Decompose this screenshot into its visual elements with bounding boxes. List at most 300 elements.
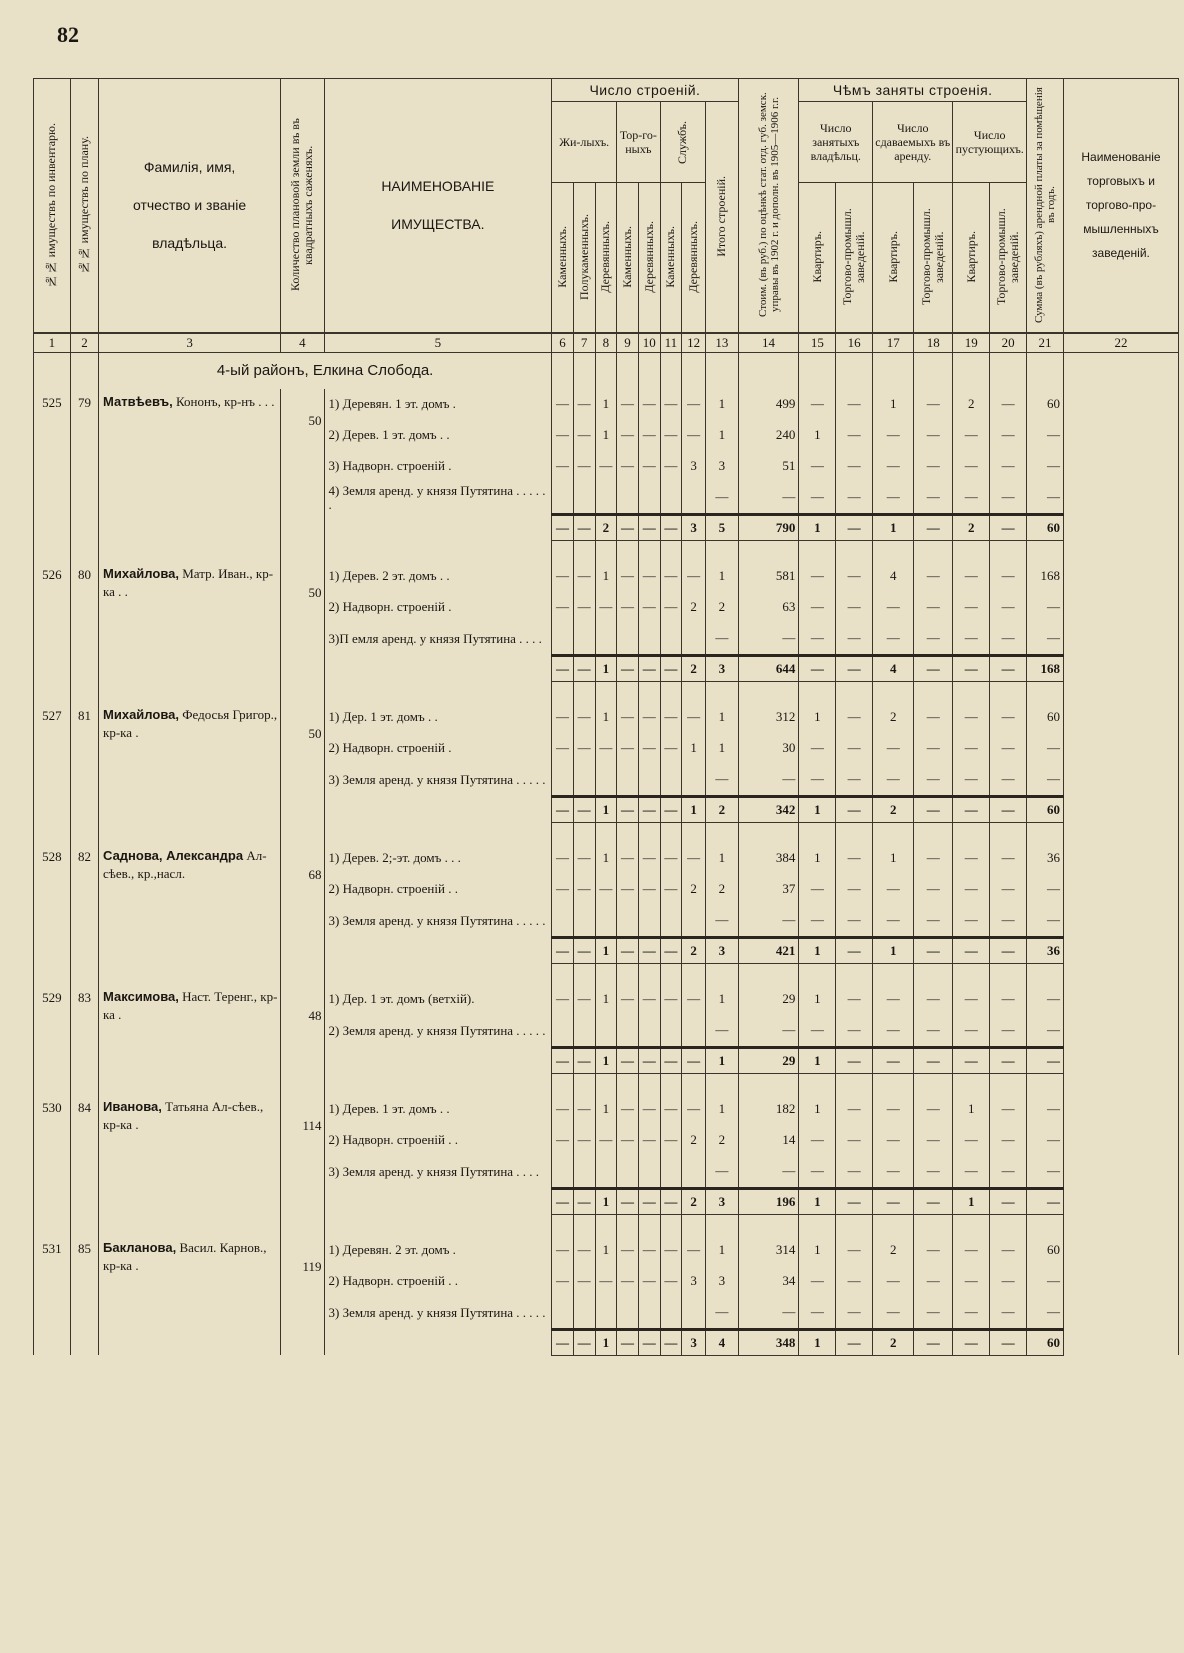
cell-value: 384 [738,843,799,874]
total-value: — [836,655,873,681]
cell-value: 1 [595,984,617,1015]
cell-value: — [990,905,1027,938]
cell-value: — [552,389,574,420]
cell-value: 1 [595,702,617,733]
property-description: 1) Дер. 1 эт. домъ (ветхій). [324,984,552,1015]
total-row [34,1188,1179,1214]
total-value: — [953,937,990,963]
total-value: — [617,796,639,822]
cell-value: 2 [953,389,990,420]
cell-value: — [990,1266,1027,1297]
cell-value: — [638,561,660,592]
establishment-cell [1063,1015,1178,1048]
cell-value: — [914,702,953,733]
cell-value [595,623,617,656]
cell-value: — [914,843,953,874]
total-value: 1 [799,937,836,963]
property-description: 1) Дерев. 2 эт. домъ . . [324,561,552,592]
owner-details: Татьяна Ал-сѣев., кр-ка . [103,1098,264,1132]
cell-value: — [836,623,873,656]
header-empty: Число пустующихъ. [953,102,1027,183]
cell-value: — [617,1125,639,1156]
total-row [34,796,1179,822]
cell-value [595,905,617,938]
cell-value: — [595,1266,617,1297]
cell-value: 1 [873,843,914,874]
cell-value: 2 [682,592,706,623]
total-value: — [1027,1188,1064,1214]
plan-number: 80 [70,561,98,656]
total-value: — [617,1188,639,1214]
cell-value [573,764,595,797]
total-value: — [953,796,990,822]
page-number: 82 [57,22,79,47]
property-description: 3) Земля аренд. у князя Путятина . . . . . [324,1297,552,1330]
cell-value: — [552,592,574,623]
cell-value [660,764,682,797]
cell-value [682,764,706,797]
cell-value: — [873,420,914,451]
cell-value: — [799,561,836,592]
cell-value: — [914,482,953,515]
cell-value: 1 [706,420,739,451]
cell-value: 3 [682,1266,706,1297]
owner-name [99,984,281,1048]
establishment-cell [1063,623,1178,656]
cell-value: — [682,843,706,874]
district-title: 4-ый районъ, Елкина Слобода. [99,352,552,389]
total-value: — [638,796,660,822]
inventory-number: 529 [34,984,71,1048]
header-service: Службъ. [660,102,706,183]
land-area: 114 [281,1094,324,1189]
cell-value: — [660,1235,682,1266]
establishment-cell [1063,1235,1178,1266]
cell-value: — [573,561,595,592]
cell-value: — [1027,764,1064,797]
cell-value: — [873,1266,914,1297]
total-value: 2 [682,655,706,681]
cell-value: — [953,1235,990,1266]
plan-number: 82 [70,843,98,938]
header-total-buildings: Итого строеній. [706,102,739,333]
cell-value: — [1027,592,1064,623]
total-value: 1 [799,514,836,540]
cell-value: 1 [953,1094,990,1125]
cell-value: — [953,843,990,874]
cell-value: — [573,843,595,874]
cell-value: — [873,1156,914,1189]
cell-value [617,764,639,797]
property-description: 1) Дер. 1 эт. домъ . . [324,702,552,733]
cell-value: — [836,1235,873,1266]
cell-value: — [552,733,574,764]
total-value: — [660,1329,682,1355]
owner-surname: Бакланова, [103,1239,177,1255]
cell-value: — [836,1297,873,1330]
total-value: — [914,937,953,963]
cell-value: 182 [738,1094,799,1125]
table-row [34,843,1179,874]
cell-value [595,1297,617,1330]
total-value: — [638,1047,660,1073]
cell-value: — [1027,905,1064,938]
cell-value: — [682,420,706,451]
total-row [34,1329,1179,1355]
establishment-cell [1063,764,1178,797]
cell-value: — [638,1094,660,1125]
cell-value: — [953,1015,990,1048]
cell-value: — [660,592,682,623]
cell-value: — [552,1235,574,1266]
total-value: 1 [799,1188,836,1214]
cell-value: 60 [1027,1235,1064,1266]
header-service-wood: Деревянныхъ. [682,183,706,333]
cell-value: — [682,702,706,733]
cell-value: 2 [706,874,739,905]
header-plan-number: №№ имуществъ по плану. [70,79,98,333]
cell-value: — [573,984,595,1015]
inventory-number: 526 [34,561,71,656]
cell-value: — [617,843,639,874]
total-value: — [552,514,574,540]
cell-value: 499 [738,389,799,420]
cell-value [595,764,617,797]
cell-value: — [914,1094,953,1125]
cell-value: — [990,874,1027,905]
total-value: 1 [873,937,914,963]
owner-surname: Матвѣевъ, [103,393,173,409]
cell-value: — [617,389,639,420]
inventory-number: 527 [34,702,71,797]
total-value: 2 [682,937,706,963]
cell-value: — [738,1015,799,1048]
cell-value: — [660,1125,682,1156]
cell-value: — [682,984,706,1015]
total-value: 1 [595,1329,617,1355]
total-value: 2 [706,796,739,822]
column-number: 17 [873,333,914,353]
cell-value: — [682,561,706,592]
cell-value: — [836,702,873,733]
property-description: 1) Деревян. 2 эт. домъ . [324,1235,552,1266]
plan-number: 85 [70,1235,98,1330]
cell-value [660,1156,682,1189]
total-value: — [873,1047,914,1073]
cell-value: — [836,592,873,623]
cell-value: — [1027,1266,1064,1297]
cell-value: — [617,733,639,764]
header-empty-tradeind: Торгово-промышл. заведеній. [990,183,1027,333]
cell-value: — [573,874,595,905]
cell-value [573,1015,595,1048]
cell-value: 60 [1027,702,1064,733]
total-value: — [990,796,1027,822]
cell-value: — [706,482,739,515]
cell-value: — [617,874,639,905]
cell-value: — [873,451,914,482]
column-number: 11 [660,333,682,353]
cell-value [638,905,660,938]
cell-value [682,1015,706,1048]
cell-value: 3 [682,451,706,482]
total-value: — [617,1329,639,1355]
cell-value: — [990,843,1027,874]
total-value: 60 [1027,1329,1064,1355]
total-value: 421 [738,937,799,963]
cell-value: — [1027,451,1064,482]
cell-value: 314 [738,1235,799,1266]
cell-value: 2 [873,702,914,733]
owner-details: Васил. Карнов., кр-ка . [103,1239,267,1273]
total-value: — [914,796,953,822]
cell-value: — [573,451,595,482]
cell-value [552,1015,574,1048]
property-description: 2) Дерев. 1 эт. домъ . . [324,420,552,451]
cell-value: — [914,1015,953,1048]
cell-value: 60 [1027,389,1064,420]
header-land-area: Количество плановой земли въ въ квадратныхъ саженяхъ. [281,79,324,333]
column-number: 22 [1063,333,1178,353]
cell-value: 1 [595,389,617,420]
total-value: — [836,1188,873,1214]
cell-value: — [660,733,682,764]
cell-value: 1 [595,1094,617,1125]
column-number: 8 [595,333,617,353]
cell-value: — [638,843,660,874]
column-number: 18 [914,333,953,353]
cell-value: 30 [738,733,799,764]
cell-value: — [638,984,660,1015]
header-empty-apartments: Квартиръ. [953,183,990,333]
total-value: — [953,1329,990,1355]
total-value: — [617,655,639,681]
total-value: 1 [873,514,914,540]
cell-value: — [552,1094,574,1125]
total-value: 348 [738,1329,799,1355]
land-area: 68 [281,843,324,938]
header-trade-stone: Каменныхъ. [617,183,639,333]
establishment-cell [1063,843,1178,874]
cell-value: — [573,420,595,451]
cell-value: — [738,623,799,656]
cell-value: — [914,561,953,592]
total-value: — [836,796,873,822]
cell-value: — [990,592,1027,623]
cell-value: — [873,623,914,656]
total-value: 36 [1027,937,1064,963]
cell-value: — [873,592,914,623]
total-value: 2 [953,514,990,540]
cell-value [682,905,706,938]
cell-value: — [836,420,873,451]
cell-value: — [552,984,574,1015]
cell-value [617,1297,639,1330]
property-description: 3) Земля аренд. у князя Путятина . . . . [324,1156,552,1189]
cell-value: — [836,1094,873,1125]
total-value: 3 [706,655,739,681]
total-value: 1 [595,1047,617,1073]
owner-name [99,1094,281,1189]
cell-value [660,905,682,938]
header-wood: Деревянныхъ. [595,183,617,333]
ledger-table [33,78,1179,1356]
cell-value: — [617,702,639,733]
inventory-number: 528 [34,843,71,938]
cell-value: — [1027,874,1064,905]
header-halfstone: Полукаменныхъ. [573,183,595,333]
cell-value: — [799,1266,836,1297]
total-value: — [660,514,682,540]
cell-value: — [573,1266,595,1297]
cell-value: 1 [706,1094,739,1125]
cell-value: — [552,843,574,874]
cell-value: — [873,482,914,515]
cell-value: — [836,561,873,592]
total-value: — [836,514,873,540]
cell-value: 1 [706,702,739,733]
cell-value: — [953,561,990,592]
cell-value: — [595,733,617,764]
property-description: 2) Земля аренд. у князя Путятина . . . . . [324,1015,552,1048]
cell-value [660,1015,682,1048]
cell-value: — [836,1125,873,1156]
cell-value: — [706,905,739,938]
table-row [34,1094,1179,1125]
cell-value [660,623,682,656]
cell-value: — [953,905,990,938]
property-description: 3) Надворн. строеній . [324,451,552,482]
cell-value [552,1297,574,1330]
cell-value: 1 [706,733,739,764]
total-value: — [660,1188,682,1214]
cell-value: — [706,764,739,797]
total-value: — [914,1188,953,1214]
inventory-number: 530 [34,1094,71,1189]
cell-value: — [914,733,953,764]
total-value: — [660,937,682,963]
cell-value: 1 [799,984,836,1015]
cell-value [552,905,574,938]
establishment-cell [1063,451,1178,482]
column-number: 21 [1027,333,1064,353]
total-value: — [552,796,574,822]
total-value: — [573,937,595,963]
column-number: 16 [836,333,873,353]
total-value: 196 [738,1188,799,1214]
cell-value: — [573,389,595,420]
establishment-cell [1063,702,1178,733]
cell-value: 34 [738,1266,799,1297]
header-owner-tradeind: Торгово-промышл. заведеній. [836,183,873,333]
cell-value: — [638,733,660,764]
property-description: 2) Надворн. строеній . [324,733,552,764]
total-value: — [836,1329,873,1355]
cell-value: 1 [595,843,617,874]
total-value: — [552,1047,574,1073]
column-number: 7 [573,333,595,353]
total-value: 1 [595,796,617,822]
cell-value: — [595,1125,617,1156]
cell-value: — [552,1125,574,1156]
cell-value: — [1027,1297,1064,1330]
cell-value [617,1015,639,1048]
establishment-cell [1063,389,1178,420]
owner-details: Ал-сѣев., кр.,насл. [103,847,267,881]
header-stone: Каменныхъ. [552,183,574,333]
total-value: — [914,1047,953,1073]
cell-value: — [1027,482,1064,515]
cell-value [552,1156,574,1189]
cell-value: — [799,1125,836,1156]
total-value: — [660,1047,682,1073]
cell-value: 3 [706,451,739,482]
owner-name [99,389,281,515]
cell-value: — [914,764,953,797]
cell-value: — [738,1297,799,1330]
cell-value [617,482,639,515]
column-number: 3 [99,333,281,353]
total-value: — [660,655,682,681]
cell-value: 1 [706,389,739,420]
cell-value: — [873,984,914,1015]
cell-value: — [617,592,639,623]
cell-value: 1 [799,1094,836,1125]
total-value: — [953,1047,990,1073]
cell-value: — [682,1094,706,1125]
column-numbers-row [34,333,1179,353]
cell-value: — [799,482,836,515]
establishment-cell [1063,984,1178,1015]
cell-value: — [799,764,836,797]
cell-value: — [836,733,873,764]
total-value: — [953,655,990,681]
total-value: — [990,655,1027,681]
cell-value: — [873,905,914,938]
cell-value: — [1027,1015,1064,1048]
cell-value: — [914,451,953,482]
cell-value: — [682,389,706,420]
header-property-name: НАИМЕНОВАНІЕ ИМУЩЕСТВА. [324,79,552,333]
cell-value: — [799,389,836,420]
cell-value: — [953,984,990,1015]
cell-value: — [873,1015,914,1048]
property-description: 2) Надворн. строеній . . [324,1266,552,1297]
header-rent-sum: Сумма (въ рубляхъ) арендной платы за помѣщенія въ годъ. [1027,79,1064,333]
header-rent-tradeind: Торгово-промышл. заведеній. [914,183,953,333]
cell-value: — [953,1297,990,1330]
cell-value [660,482,682,515]
cell-value [595,1015,617,1048]
cell-value: — [573,592,595,623]
cell-value: 168 [1027,561,1064,592]
cell-value: — [1027,1156,1064,1189]
cell-value: — [799,874,836,905]
cell-value: — [638,420,660,451]
cell-value: — [738,1156,799,1189]
total-row [34,655,1179,681]
establishment-cell [1063,1156,1178,1189]
cell-value: — [836,843,873,874]
owner-details: Федосья Григор., кр-ка . [103,706,278,740]
cell-value: — [836,482,873,515]
total-value: 1 [595,937,617,963]
cell-value [682,1297,706,1330]
cell-value: — [953,420,990,451]
header-establishments: Наименованіе торговыхъ и торгово-про- мышленныхъ заведеній. [1063,79,1178,333]
cell-value: 3 [706,1266,739,1297]
total-value: 1 [682,796,706,822]
